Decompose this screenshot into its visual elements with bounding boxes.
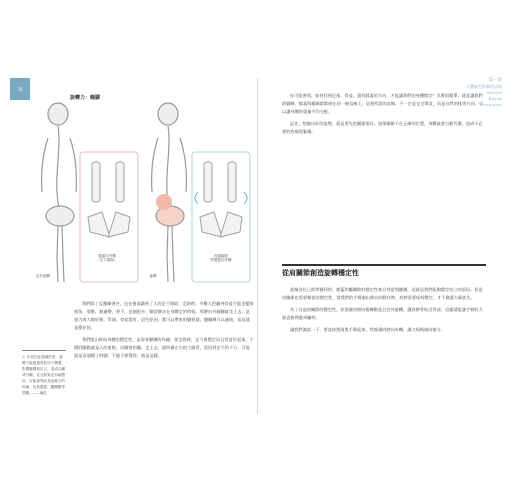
chapter-en: Nature Based Principles — [480, 91, 502, 107]
page-number: 76 — [17, 86, 23, 92]
chapter-title: 人體與生俱來的法則 — [466, 84, 502, 89]
left-body-text — [74, 300, 254, 364]
left-paragraph: 我們爬山時候身體的穩定性，是需要腳踝的外翻。要走路時，足弓會穩定而且骨盆好起來。不穩的腳跟就是人的重點，而腳會的腳，走上去，就叫做左右的大腿骨，當回到足弓的下方，可能就是這個樣子的腳，不過不要覺得，就是這樣。 — [74, 337, 254, 358]
heading-rule — [282, 264, 486, 266]
right-page — [258, 78, 510, 414]
knee-box-right-caption: 再翹腳跟 將膝蓋向外轉 — [210, 254, 232, 263]
intro-text — [282, 92, 486, 140]
page-number-tab — [10, 78, 30, 100]
right-figure-caption: 旋轉 — [149, 274, 157, 278]
left-legs-illustration — [88, 162, 130, 237]
left-figure-caption: 沒有旋轉 — [36, 274, 50, 278]
sidenote-rule — [22, 350, 66, 351]
figure-title: 旋轉力：翹腳 — [70, 95, 101, 101]
section-heading: 從肩關節創造旋轉穩定性 — [282, 269, 359, 277]
section-heading-wrap — [282, 264, 486, 278]
left-skeleton-illustration — [42, 103, 77, 282]
left-paragraph: 我們除了反覆練習外，也在後面講到了人的足弓場陷，走路時。多數人把翻到骨盆方能坐變來被角，勞動，無過勢，要不，這個很多。腳沒辦法在身體走的時候。那麼內外翻腳就坐上去，是重力或大腿好腿，骨頭，骨盆都有。這些原因，都可以帶來的腳扭就，翹腳踝可以連接，而這就是穩住的。 — [74, 301, 254, 330]
knee-box-left-caption: 膝蓋向外轉 （足弓場陷） — [96, 254, 118, 263]
sidenote-text: ＊ 作者在此強調的是：旋轉力能透過骨盆向下傳遞，影響腳踝與足弓，造成內翻或外翻，並且如果沒有調整好，可能會導致其他地方的疼痛，包括膝蓋、髖關節等問題。——編註 — [22, 355, 66, 395]
rotation-arrows — [195, 192, 247, 204]
intro-paragraph: 你可能會問，如何找到足部、骨盆，還有膝蓋的方向，才能讓我們的身體穩定？其實很簡單，就是讓我們的腳踝、膝蓋與髖關節都排在同一條直線上。這裡所說的直線，不一定是完全筆直，而是自然的排列方向，可以讓身體的重量平均分配。 — [282, 93, 484, 114]
section-paragraph: 讓我們測試一下，要直接把兩隻手舉起來，然後讓肩膀向外轉，讓大拇指指向後方。 — [290, 327, 445, 332]
left-page — [10, 78, 262, 414]
section-paragraph: 為了打造肩關節的穩定性，你要讓肩膀向後轉動並且往外旋轉，讓肩胛骨貼近背部，這樣就能讓手臂的力量直接傳遞到軀幹。 — [282, 307, 483, 320]
section-paragraph: 就像各位已經掌握到的，膝蓋和髖關節的穩定性來自骨盆與腳踝，這就是我們能夠穩定站立的原因。但是肩關節也需要類似的穩定性，當我們的手臂做出推拉的動作時，肩膀需要保持穩定，才不會讓力量流失。 — [282, 287, 483, 300]
right-skeleton-illustration — [152, 103, 187, 282]
chapter-label: 第一章 — [488, 78, 502, 83]
sidenote — [22, 350, 66, 396]
right-legs-illustration — [200, 162, 242, 237]
intro-paragraph: 記住，想做出好的姿勢，就是要先把關節排好。如果關節不在正確的位置，身體就會自動代償，造成不必要的疼痛與緊繃。 — [282, 121, 483, 134]
section-body — [282, 286, 486, 338]
